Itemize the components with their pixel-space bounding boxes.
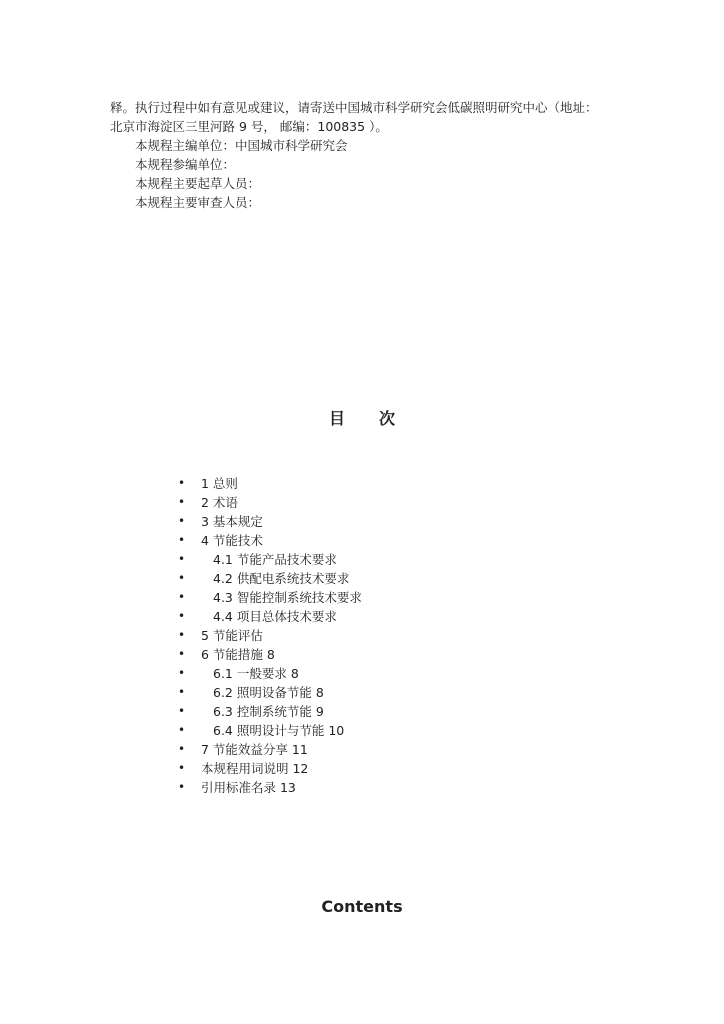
toc-item[interactable] bbox=[178, 683, 362, 702]
toc-item-label: 6 节能措施 8 bbox=[201, 647, 275, 662]
toc-item[interactable] bbox=[178, 588, 362, 607]
toc-item-label: 4 节能技术 bbox=[201, 533, 263, 548]
toc-item[interactable] bbox=[178, 759, 362, 778]
contents-heading: Contents bbox=[321, 897, 403, 916]
toc-item-label: 6.1 一般要求 8 bbox=[213, 666, 299, 681]
toc-item-label: 3 基本规定 bbox=[201, 514, 263, 529]
toc-list bbox=[178, 474, 362, 797]
toc-item-label: 1 总则 bbox=[201, 476, 238, 491]
toc-item-label: 本规程用词说明 12 bbox=[201, 761, 309, 776]
toc-title-char: 目 bbox=[328, 409, 345, 428]
toc-item[interactable] bbox=[178, 531, 362, 550]
toc-item-label: 7 节能效益分享 11 bbox=[201, 742, 308, 757]
toc-item[interactable] bbox=[178, 778, 362, 797]
main-reviewers: 本规程主要审查人员： bbox=[135, 195, 261, 210]
toc-item-label: 4.1 节能产品技术要求 bbox=[213, 552, 337, 567]
toc-item[interactable] bbox=[178, 702, 362, 721]
toc-item-label: 4.3 智能控制系统技术要求 bbox=[213, 590, 362, 605]
toc-title-char: 次 bbox=[379, 409, 396, 428]
intro-line: 北京市海淀区三里河路 9 号， 邮编：100835 ）。 bbox=[110, 119, 388, 134]
toc-item[interactable] bbox=[178, 474, 362, 493]
intro-line: 释。执行过程中如有意见或建议，请寄送中国城市科学研究会低碳照明研究中心（地址： bbox=[110, 100, 598, 115]
toc-item[interactable] bbox=[178, 626, 362, 645]
toc-item[interactable] bbox=[178, 607, 362, 626]
toc-item-label: 6.3 控制系统节能 9 bbox=[213, 704, 324, 719]
toc-item[interactable] bbox=[178, 740, 362, 759]
toc-item-label: 6.2 照明设备节能 8 bbox=[213, 685, 324, 700]
toc-item[interactable] bbox=[178, 664, 362, 683]
toc-item-label: 4.2 供配电系统技术要求 bbox=[213, 571, 350, 586]
toc-item[interactable] bbox=[178, 493, 362, 512]
toc-item[interactable] bbox=[178, 721, 362, 740]
toc-item[interactable] bbox=[178, 512, 362, 531]
toc-item[interactable] bbox=[178, 569, 362, 588]
toc-item-label: 5 节能评估 bbox=[201, 628, 263, 643]
chief-editor-unit: 本规程主编单位：中国城市科学研究会 bbox=[135, 138, 348, 153]
toc-item-label: 引用标准名录 13 bbox=[201, 780, 296, 795]
participating-units: 本规程参编单位： bbox=[135, 157, 236, 172]
toc-item-label: 6.4 照明设计与节能 10 bbox=[213, 723, 345, 738]
toc-item-label: 2 术语 bbox=[201, 495, 238, 510]
toc-item[interactable] bbox=[178, 550, 362, 569]
main-drafters: 本规程主要起草人员： bbox=[135, 176, 261, 191]
toc-item[interactable] bbox=[178, 645, 362, 664]
toc-title bbox=[0, 406, 724, 429]
toc-item-label: 4.4 项目总体技术要求 bbox=[213, 609, 337, 624]
intro-block bbox=[110, 98, 610, 212]
